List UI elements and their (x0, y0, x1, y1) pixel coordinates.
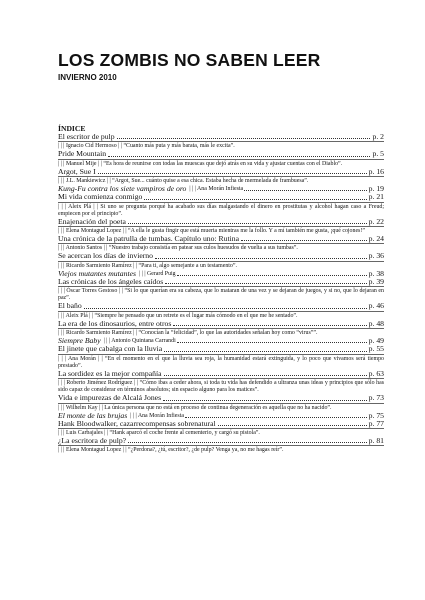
toc-entry-page: p. 49 (368, 336, 384, 346)
toc-entry-line (58, 370, 384, 378)
toc-entry-line (58, 193, 384, 201)
toc-entry[interactable] (58, 420, 384, 437)
toc-entry-title: Viejos mutantes mutantes (58, 268, 137, 278)
toc-entry-line (58, 320, 384, 328)
toc-entry-title: El jinete que cabalga con la lluvia (58, 344, 163, 354)
dot-leader (128, 441, 367, 443)
toc-entry-line (58, 218, 384, 226)
toc-entry-page: p. 36 (368, 251, 384, 261)
toc-entry-title: El escritor de pulp (58, 132, 115, 141)
toc-entry-title: Pride Mountain (58, 149, 107, 159)
toc-entry-page: p. 38 (368, 268, 384, 278)
toc-entry-description: | | | Aleix Plá | | “Siempre he pensado que un retrete es el lugar más cómodo en el que me he sentado”. (58, 312, 298, 319)
toc-entry[interactable] (58, 193, 384, 217)
dot-leader (98, 172, 367, 174)
toc-entry-title: Las crónicas de los ángeles caídos (58, 277, 164, 287)
toc-entry-line (58, 133, 384, 141)
divider (58, 328, 384, 329)
toc-entry-line (58, 420, 384, 428)
toc-entry[interactable] (58, 235, 384, 252)
dot-leader (155, 257, 367, 259)
toc-entry-title: ¿La escritora de pulp? (58, 436, 127, 446)
dot-leader (241, 239, 367, 241)
divider (58, 378, 384, 379)
toc-entry-page: p. 46 (368, 301, 384, 311)
toc-entry-page: p. 75 (368, 410, 384, 420)
dot-leader (128, 222, 367, 224)
toc-entry[interactable] (58, 302, 384, 319)
toc-entry-title: Se acercan los días de invierno (58, 251, 153, 261)
toc-entry-page: p. 2 (372, 132, 384, 141)
toc-entry-title: La sordidez es la mejor compañía (58, 368, 162, 378)
toc-entry[interactable] (58, 278, 384, 302)
toc-entry-description: | | | Ana Morán | | “En el momento en el que la lluvia sea roja, la humanidad estará extinguida, y lo poco que vivamos será tiempo prestado”. (58, 355, 384, 369)
divider (58, 428, 384, 429)
toc-entry-description: | | | J.L. Mankiewicz | | “Argot, Sue... cuánto quise a esa chica. Estaba hecha de mermelada de frambuesa”. (58, 177, 309, 184)
toc-entry-title: Mi vida comienza conmigo (58, 192, 143, 202)
toc-entry-page: p. 73 (368, 393, 384, 403)
divider (58, 202, 384, 203)
toc-entry-title: El baño (58, 301, 82, 311)
toc-entry-page: p. 16 (368, 166, 384, 176)
toc-entry-description: | | | Óscar Torres Gestoso | | “Si lo que querían era su cabeza, que lo mataran de una vez y se dejaran de juegos, y si no, que lo dejaran en paz”. (58, 288, 384, 302)
toc-entry-page: p. 19 (368, 184, 384, 194)
toc-entry-title: Enajenación del poeta (58, 216, 126, 226)
toc-entry-description: | | | Antonio Santos | | “Nuestro trabajo consistía en patear sus culos huesudos de vuelta a sus tumbas”. (58, 245, 298, 252)
toc-entry-line (58, 252, 384, 260)
toc-entry-line (58, 437, 384, 445)
toc-entry-line (58, 345, 384, 353)
issue-label: INVIERNO 2010 (58, 73, 117, 82)
toc-entry-line (58, 302, 384, 310)
toc-entry[interactable] (58, 150, 384, 167)
toc-entry-description: | | | Ignacio Cid Hermoso | | “Cuanto más puta y más barata, más le excita”. (58, 143, 235, 150)
toc-entry-line (58, 168, 384, 176)
toc-entry-title: La era de los dinosaurios, entre otros (58, 318, 172, 328)
toc-entry-title: Kung-Fu contra los siete vampiros de oro (58, 184, 187, 194)
toc-entry-description: | | | Wilhelm Kay | | La única persona que no está en proceso de continua degeneración es aquella que no ha nacido”. (58, 404, 332, 411)
toc-entry-line (58, 235, 384, 243)
divider (58, 159, 384, 160)
dot-leader (244, 189, 366, 191)
toc-entry-title: Siempre Baby (58, 336, 101, 346)
toc-entry-description: | | | Ricardo Sarmiento Ramírez | | “Conocían la “felicidad”, lo que las autoridades señalan hoy como “virus””. (58, 330, 318, 337)
divider (58, 226, 384, 227)
divider (58, 403, 384, 404)
toc-entry-page: p. 5 (372, 149, 384, 159)
toc-entry-title: Vida e impurezas de Alcalá Jones (58, 393, 162, 403)
toc-entry[interactable] (58, 345, 384, 369)
toc-entry[interactable] (58, 133, 384, 150)
toc-entry-line (58, 394, 384, 402)
toc-entry-page: p. 21 (368, 192, 384, 202)
toc-entry-author: | | | Gerard Puig (139, 270, 176, 277)
toc-entry-title: El monte de las brujas (58, 410, 128, 420)
magazine-title: LOS ZOMBIS NO SABEN LEER (58, 50, 321, 70)
toc-entry-page: p. 77 (368, 418, 384, 428)
toc-entry-page: p. 63 (368, 368, 384, 378)
dot-leader (218, 424, 367, 426)
dot-leader (144, 198, 366, 200)
dot-leader (84, 307, 367, 309)
dot-leader (163, 399, 367, 401)
toc-entry[interactable] (58, 218, 384, 235)
toc-entry-author: | | | Ana Morán Infiesta (189, 186, 244, 193)
divider (58, 176, 384, 177)
toc-entry-description: | | | Ricardo Sarmiento Ramírez | | “Para ti, algo semejante a un testamento”. (58, 262, 237, 269)
toc-entry-line (58, 278, 384, 286)
divider (58, 354, 384, 355)
toc-entry-author: | | | Ana Morán Infiesta (130, 412, 184, 419)
dot-leader (177, 341, 367, 343)
toc-entry-author: | | | Antonio Quintana Carrandi (103, 338, 176, 345)
divider (58, 311, 384, 312)
toc-entry[interactable] (58, 168, 384, 185)
toc-entry-title: Hank Bloodwalker, cazarrecompensas sobrenatural (58, 418, 216, 428)
toc-entry-description: | | | Manuel Mije | | “Es hora de reunirse con todas las muescas que dejó atrás en su vida y ajustar cuentas con el Diablo”. (58, 160, 343, 167)
toc-entry[interactable] (58, 320, 384, 337)
dot-leader (164, 374, 367, 376)
dot-leader (185, 416, 367, 418)
toc-entry-description: | | | Aleix Plá | | Si uno se pregunta porqué ha acabado sus días malgastando el dinero en prostitutas y alcohol hagan caso a Freud; empiecen por el principio”. (58, 203, 384, 217)
dot-leader (164, 350, 366, 352)
divider (58, 261, 384, 262)
toc-entry-page: p. 22 (368, 216, 384, 226)
toc-entry-description: | | | Elena Montagud Lopez | | “¿Perdona?, ¿tú, escritor?, ¿de pulp? Venga ya, no me hagas reír”. (58, 447, 284, 454)
toc-entry-page: p. 48 (368, 318, 384, 328)
index-heading: ÍNDICE (58, 124, 86, 133)
toc-entry-title: Argot, Sue I (58, 166, 96, 176)
toc-entry-page: p. 24 (368, 234, 384, 244)
toc-entry-page: p. 81 (368, 436, 384, 446)
toc-entry-description: | | | Elena Montagud Lopez | | “A ella le gusta fingir que está muerta mientras me la follo. Y a mí también me gusta, ¡qué cojones!” (58, 228, 365, 235)
toc-entry[interactable] (58, 252, 384, 269)
toc-entry-description: | | | Luis Carbajales | | “Hank aparcó el coche frente al cementerio, y cargó su pistola”. (58, 430, 260, 437)
toc-entry[interactable] (58, 370, 384, 394)
toc-entry-line (58, 150, 384, 158)
dot-leader (117, 137, 371, 139)
dot-leader (177, 274, 367, 276)
toc-entry-description: | | | Roberto Jiménez Rodríguez | | “Cómo ibas a ceder ahora, si toda tu vida has defendido a ultranza unas ideas y principios que sólo has sido capaz de considerar en términos absolutos; sin espacio alguno para los matices”. (58, 380, 384, 394)
table-of-contents (58, 133, 384, 455)
toc-entry[interactable] (58, 437, 384, 454)
dot-leader (173, 324, 366, 326)
dot-leader (108, 155, 370, 157)
toc-entry[interactable] (58, 394, 384, 411)
toc-entry-page: p. 39 (368, 277, 384, 287)
dot-leader (165, 282, 366, 284)
toc-entry-title: Una crónica de la patrulla de tumbas. Capítulo uno: Rutina (58, 234, 240, 244)
toc-entry-page: p. 55 (368, 344, 384, 354)
